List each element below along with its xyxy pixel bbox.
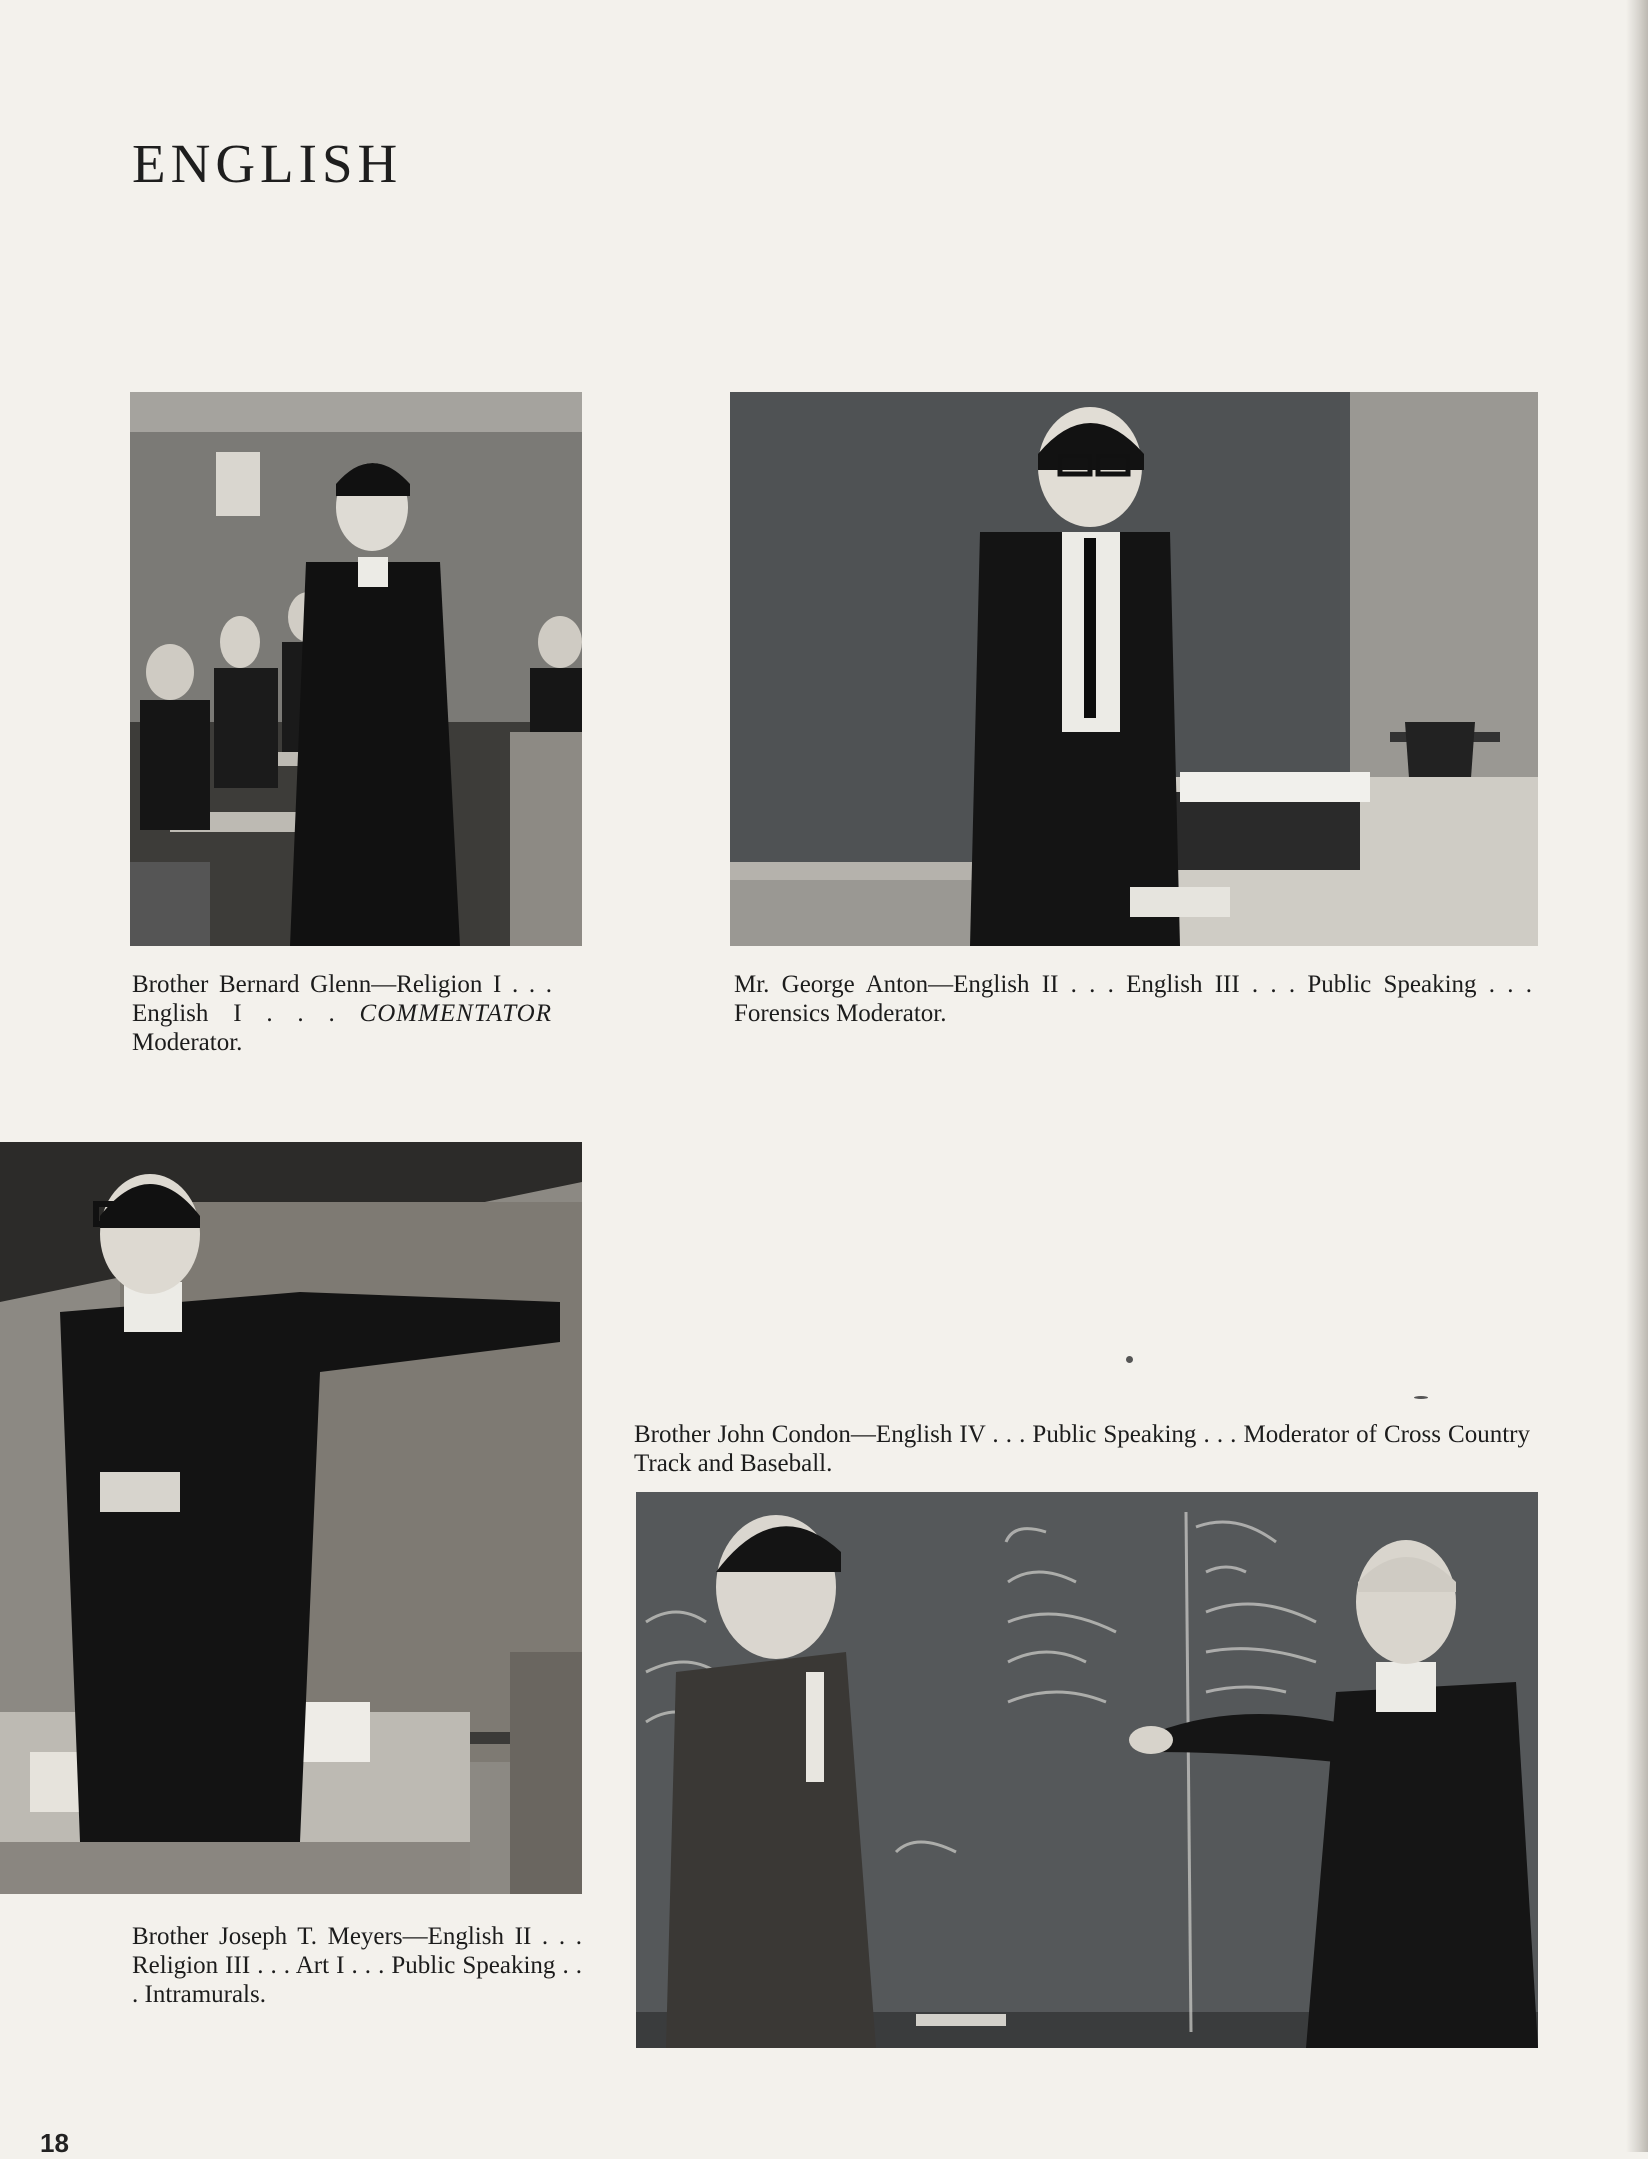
caption-brother-bernard-glenn	[132, 970, 552, 1057]
page-title: ENGLISH	[132, 133, 403, 194]
caption-glenn-lead: Brother Bernard Glenn—Religion I . . . English I . . .	[132, 971, 552, 1027]
caption-glenn-italic: COMMENTATOR	[359, 1000, 553, 1027]
caption-brother-joseph-meyers: Brother Joseph T. Meyers—English II . . . Religion III . . . Art I . . . Public Speaking . . . Intramurals.	[132, 1923, 582, 2008]
print-speck	[1126, 1356, 1133, 1363]
photo-brother-bernard-glenn	[130, 392, 582, 946]
photo-mr-george-anton	[730, 392, 1538, 946]
photo-brother-john-condon	[636, 1492, 1538, 2048]
caption-brother-john-condon: Brother John Condon—English IV . . . Public Speaking . . . Moderator of Cross Country Track and Baseball.	[634, 1421, 1530, 1477]
print-speck	[1414, 1396, 1428, 1399]
photo-brother-joseph-meyers	[0, 1142, 582, 1894]
page-number: 18	[40, 2128, 69, 2158]
page-edge-shadow	[1626, 0, 1648, 2152]
caption-glenn-tail: Moderator.	[132, 1029, 243, 1056]
caption-mr-george-anton: Mr. George Anton—English II . . . English III . . . Public Speaking . . . Forensics Moderator.	[734, 971, 1532, 1027]
